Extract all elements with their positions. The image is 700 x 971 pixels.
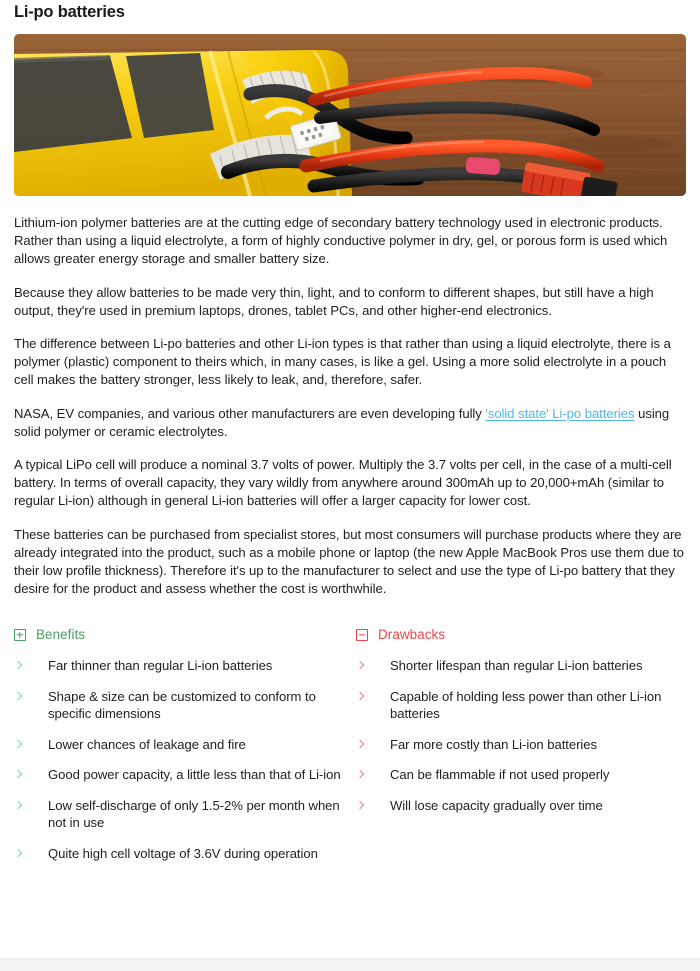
drawback-text: Can be flammable if not used properly (390, 767, 610, 783)
list-item (356, 766, 686, 784)
drawbacks-label: Drawbacks (378, 627, 446, 643)
list-item (356, 657, 686, 675)
drawback-text: Shorter lifespan than regular Li-ion batteries (390, 658, 643, 674)
drawbacks-list (356, 657, 686, 814)
benefit-text: Far thinner than regular Li-ion batteries (48, 658, 273, 674)
minus-box-icon (356, 629, 368, 641)
chevron-right-icon (356, 738, 365, 752)
benefits-column (14, 627, 344, 862)
drawback-text: Capable of holding less power than other Li-ion batteries (390, 688, 662, 722)
paragraph-4-after: using solid polymer or ceramic electrolytes. (14, 405, 670, 439)
solid-state-lipo-link[interactable]: 'solid state' Li-po batteries (485, 405, 635, 421)
lipo-battery-photo (14, 34, 686, 196)
list-item (14, 657, 344, 675)
benefit-text: Low self-discharge of only 1.5-2% per month when not in use (48, 797, 340, 831)
list-item (14, 736, 344, 754)
list-item (14, 766, 344, 784)
chevron-right-icon (356, 799, 365, 813)
list-item (356, 736, 686, 754)
pros-and-cons-section (14, 627, 686, 862)
paragraph-4-before: NASA, EV companies, and various other manufacturers are even developing fully (14, 405, 486, 421)
benefit-text: Good power capacity, a little less than that of Li-ion (48, 767, 341, 783)
paragraph-1: Lithium-ion polymer batteries are at the cutting edge of secondary battery technology used in electronic products. Rather than using a liquid electrolyte, a form of highly conductive polymer in dry, gel, or porous form is used which allows greater energy storage and smaller battery size. (14, 215, 668, 267)
benefits-list (14, 657, 344, 862)
drawbacks-header (356, 627, 686, 642)
article-body (14, 214, 686, 598)
drawback-text: Far more costly than Li-ion batteries (390, 736, 598, 752)
bottom-divider-band (0, 958, 700, 971)
drawbacks-column (356, 627, 686, 862)
chevron-right-icon (14, 738, 23, 752)
paragraph-2: Because they allow batteries to be made very thin, light, and to conform to different shapes, but still have a high output, they're used in premium laptops, drones, tablet PCs, and other higher-end electronics. (14, 284, 654, 318)
paragraph-5: A typical LiPo cell will produce a nominal 3.7 volts of power. Multiply the 3.7 volts per cell, in the case of a multi-cell battery. In terms of overall capacity, they vary wildly from anywhere around 300mAh up to 20,000+mAh (similar to regular Li-ion) although in general Li-ion batteries will offer a larger capacity for lower cost. (14, 457, 672, 509)
drawback-text: Will lose capacity gradually over time (390, 797, 603, 813)
list-item (14, 688, 344, 723)
list-item (356, 797, 686, 815)
benefits-header (14, 627, 344, 642)
chevron-right-icon (356, 690, 365, 704)
list-item (14, 845, 344, 863)
chevron-right-icon (14, 799, 23, 813)
paragraph-6: These batteries can be purchased from specialist stores, but most consumers will purchase products where they are already integrated into the product, such as a mobile phone or laptop (the new Apple MacBook Pros use them due to their low profile thickness). Therefore it's up to the manufacturer to select and use the type of Li-po battery that they desire for the product and assess whether the cost is worthwhile. (14, 526, 684, 597)
hero-image (14, 34, 686, 196)
benefits-label: Benefits (36, 627, 86, 643)
page-title: Li-po batteries (14, 3, 125, 21)
plus-box-icon (14, 629, 26, 641)
benefit-text: Quite high cell voltage of 3.6V during operation (48, 845, 318, 861)
chevron-right-icon (356, 768, 365, 782)
chevron-right-icon (14, 768, 23, 782)
paragraph-3: The difference between Li-po batteries and other Li-ion types is that rather than using a liquid electrolyte, there is a polymer (plastic) component to theirs which, in many cases, is like a gel. Using a more solid electrolyte in a pouch cell makes the battery stronger, less likely to leak, and, therefore, safer. (14, 336, 671, 388)
chevron-right-icon (356, 659, 365, 673)
benefit-text: Shape & size can be customized to conform to specific dimensions (48, 688, 316, 722)
paragraph-4 (14, 405, 686, 441)
benefit-text: Lower chances of leakage and fire (48, 736, 246, 752)
chevron-right-icon (14, 690, 23, 704)
chevron-right-icon (14, 659, 23, 673)
list-item (356, 688, 686, 723)
chevron-right-icon (14, 847, 23, 861)
list-item (14, 797, 344, 832)
